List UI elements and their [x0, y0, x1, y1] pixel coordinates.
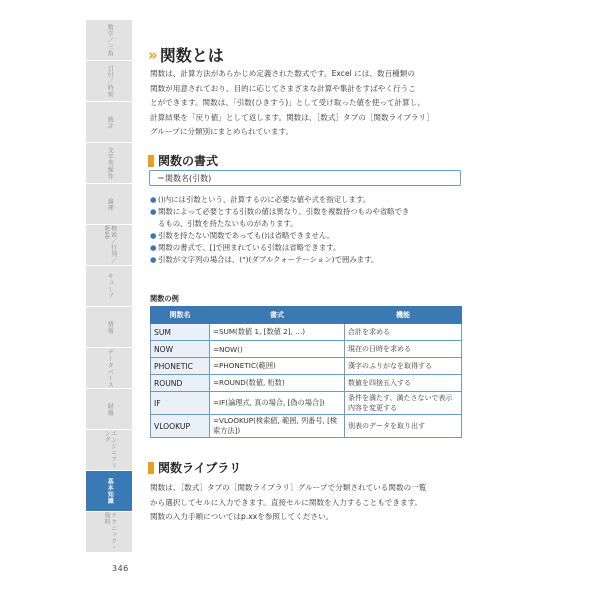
list-item-text: ()内には引数という、計算するのに必要な値や式を指定します。: [158, 195, 371, 204]
list-item-text: 引数を持たない関数であっても()は省略できません。: [158, 230, 335, 240]
heading-marker-icon: [148, 462, 154, 474]
format-cell: =VLOOKUP(検索値, 範囲, 列番号, [検索方法]): [210, 415, 345, 438]
bullet-icon: ●: [150, 206, 157, 216]
table-row: [151, 392, 462, 415]
section-heading-syntax: [148, 152, 218, 169]
format-cell: =ROUND(数値, 桁数): [210, 375, 345, 392]
tab-statistics[interactable]: [86, 102, 132, 143]
list-item: [150, 242, 466, 254]
syntax-box: ＝関数名(引数): [149, 170, 461, 186]
text-line: 関数は、［数式］タブの［関数ライブラリ］グループで分類されている関数の一覧: [150, 483, 427, 492]
tab-label: 文字列操作: [106, 146, 114, 180]
bullet-icon: ●: [150, 195, 157, 204]
function-cell: 数値を四捨五入する: [345, 375, 462, 392]
list-item-text: 関数によって必要とする引数の値は異なり、引数を複数持つものや省略でき: [158, 206, 410, 216]
section-heading-text: 関数の書式: [158, 154, 219, 168]
function-name-cell: SUM: [151, 324, 210, 341]
text-line: 関数が用意されており、目的に応じてさまざまな計算や集計をすばやく行うこ: [150, 83, 416, 93]
function-name-cell: IF: [151, 392, 210, 415]
table-row: [151, 358, 462, 375]
column-header: 機能: [345, 307, 462, 324]
tab-basics[interactable]: [86, 471, 132, 512]
text-line: 計算結果を「戻り値」として返します。関数は、［数式］タブの［関数ライブラリ］: [150, 112, 434, 122]
tab-information[interactable]: [86, 307, 132, 348]
function-name-cell: ROUND: [151, 375, 210, 392]
section-heading-library: [148, 459, 241, 476]
tab-label: エンジニアリング: [103, 430, 117, 469]
bullet-icon: [150, 218, 158, 230]
tab-logic[interactable]: [86, 184, 132, 225]
list-item: [150, 230, 466, 242]
text-line: とができます。関数は、「引数(ひきすう)」として受け取った値を使って計算し、: [150, 98, 425, 108]
list-item: [150, 206, 466, 218]
tab-label: 基本知識: [106, 478, 114, 504]
library-paragraph: [150, 481, 470, 525]
function-name-cell: VLOOKUP: [151, 415, 210, 438]
column-header: 関数名: [151, 307, 210, 324]
tab-label: 日付／時刻: [106, 64, 114, 98]
table-header-row: [151, 307, 462, 324]
list-item: [150, 194, 466, 206]
function-cell: 現在の日時を求める: [345, 341, 462, 358]
table-row: [151, 415, 462, 438]
text-line: 関数は、計算方法があらかじめ定義された数式です。Excel には、数百種類の: [150, 69, 415, 78]
function-cell: 漢字のふりがなを取得する: [345, 358, 462, 375]
function-cell: 合計を求める: [345, 324, 462, 341]
text-line: から選択してセルに入力できます。直接セルに関数を入力することもできます。: [150, 497, 423, 507]
function-name-cell: NOW: [151, 341, 210, 358]
tab-datetime[interactable]: [86, 61, 132, 102]
list-item-text: 関数の書式で、[]で囲まれている引数は省略できます。: [158, 242, 341, 252]
bullet-icon: ●: [150, 242, 157, 252]
tab-label: テクニック・資料: [103, 512, 117, 551]
tab-label: 財務: [106, 402, 114, 416]
tab-techniques[interactable]: [86, 512, 132, 553]
list-item-text: 引数が文字列の場合は、(")(ダブルクォーテーション)で囲みます。: [158, 254, 379, 264]
tab-label: 検索／行列／Web: [103, 225, 117, 264]
list-item: [150, 218, 466, 230]
tab-database[interactable]: [86, 348, 132, 389]
tab-lookup[interactable]: [86, 225, 132, 266]
tab-label: 情報: [106, 320, 114, 334]
page-title-text: 関数とは: [159, 46, 224, 65]
tab-finance[interactable]: [86, 389, 132, 430]
text-line: 関数の入力手順についてはp.xxを参照してください。: [150, 512, 334, 522]
tab-engineering[interactable]: [86, 430, 132, 471]
column-header: 書式: [210, 307, 345, 324]
tab-text[interactable]: [86, 143, 132, 184]
page-title: [148, 43, 224, 66]
function-cell: 別表のデータを取り出す: [345, 415, 462, 438]
table-row: [151, 375, 462, 392]
intro-paragraph: [150, 67, 470, 140]
table-row: [151, 341, 462, 358]
notes-list: [150, 194, 466, 265]
tab-cube[interactable]: [86, 266, 132, 307]
section-heading-text: 関数ライブラリ: [158, 461, 242, 475]
tab-label: 論理: [106, 197, 114, 211]
function-cell: 条件を満たす、満たさないで表示内容を変更する: [345, 392, 462, 415]
list-item: [150, 254, 466, 266]
format-cell: =IF(論理式, 真の場合, [偽の場合]): [210, 392, 345, 415]
format-cell: =PHONETIC(範囲): [210, 358, 345, 375]
heading-marker-icon: [148, 155, 154, 167]
tab-label: 数学／三角: [106, 23, 114, 57]
function-examples-table: [150, 306, 462, 438]
page-number: 346: [112, 564, 129, 573]
list-item-text: るもの、引数を持たないものがあります。: [158, 218, 298, 228]
format-cell: =SUM(数値 1, [数値 2], …): [210, 324, 345, 341]
double-chevron-icon: »: [148, 45, 156, 64]
tab-label: 統計: [106, 115, 114, 129]
text-line: グループに分類別にまとめられています。: [150, 127, 294, 137]
tab-label: データベース: [106, 348, 114, 388]
format-cell: =NOW(): [210, 341, 345, 358]
tab-label: キューブ: [106, 273, 114, 299]
table-row: [151, 324, 462, 341]
tab-math[interactable]: [86, 20, 132, 61]
function-name-cell: PHONETIC: [151, 358, 210, 375]
bullet-icon: ●: [150, 230, 157, 240]
bullet-icon: ●: [150, 254, 157, 264]
table-caption: 関数の例: [150, 294, 179, 303]
